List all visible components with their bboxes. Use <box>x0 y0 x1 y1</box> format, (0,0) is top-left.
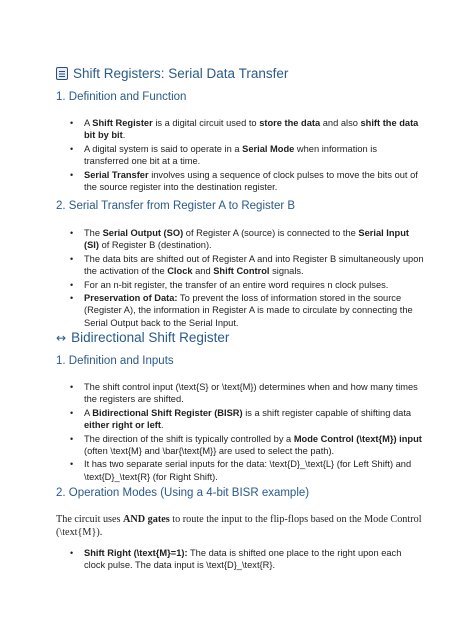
list-item <box>68 407 424 432</box>
text-run: The shift control input (\text{S} or \text{M}) determines when and how many times the registers are shifted. <box>84 382 418 405</box>
bullet-icon: • <box>70 143 74 154</box>
text-run: . <box>122 130 126 141</box>
text-run: to route the input to the flip-flops based on the Mode Control (\text{M}). <box>56 514 422 538</box>
text-run: signals. <box>269 266 304 277</box>
list-item <box>68 547 424 572</box>
section-heading-shift-registers <box>56 66 288 81</box>
bold-text: either right or left <box>84 420 161 431</box>
bullet-icon: • <box>70 118 74 128</box>
text-run: is a digital circuit used to <box>152 118 260 128</box>
bold-text: Shift Right (\text{M}=1): <box>84 548 188 558</box>
bold-text: store the data <box>259 118 321 128</box>
document-icon <box>56 67 68 80</box>
bullet-list <box>68 117 424 194</box>
text-run: The data bits are shifted out of Register A and into Register B simultaneously upon the activation of the <box>84 253 424 277</box>
text-run: The direction of the shift is typically controlled by a <box>84 433 294 444</box>
subsection-heading: 1. Definition and Inputs <box>56 355 174 367</box>
text-run: of Register B (destination). <box>98 240 212 251</box>
text-run: when information is transferred one bit at a time. <box>84 143 378 167</box>
text-run: The data is shifted one place to the right upon each clock pulse. The data input is \text{D}_\text{R}. <box>84 548 402 571</box>
body-paragraph <box>56 514 426 539</box>
list-item <box>68 381 424 406</box>
list-item <box>68 279 424 291</box>
text-run: A digital system is said to operate in a <box>84 143 243 154</box>
bullet-icon: • <box>70 228 74 238</box>
bold-text: Mode Control (\text{M}) input <box>293 433 422 444</box>
text-run: of Register A (source) is connected to the <box>183 228 359 238</box>
list-item <box>68 227 424 252</box>
bullet-icon: • <box>70 548 74 558</box>
left-right-arrow-icon: ↔ <box>56 330 67 345</box>
bold-text: shift the data bit by bit <box>84 118 419 141</box>
bullet-list <box>68 227 424 330</box>
bold-text: Serial Transfer <box>84 169 149 180</box>
subsection-heading: 2. Serial Transfer from Register A to Register B <box>56 200 296 212</box>
section-title: Shift Registers: Serial Data Transfer <box>73 66 289 81</box>
text-run: A <box>84 407 93 418</box>
text-run: and also <box>320 118 361 128</box>
bold-text: Bidirectional Shift Register (BISR) <box>92 407 243 418</box>
text-run: The <box>84 228 103 238</box>
bullet-icon: • <box>70 253 74 264</box>
bullet-list <box>68 547 424 573</box>
bullet-list <box>68 381 424 484</box>
bold-text: Shift Control <box>213 266 270 277</box>
subsection-heading: 1. Definition and Function <box>56 91 187 103</box>
text-run: It has two separate serial inputs for the data: \text{D}_\text{L} (for Left Shift) and \text{D}_\text{R} (for Right Shift). <box>84 459 412 482</box>
list-item <box>68 253 424 278</box>
bold-text: AND gates <box>123 514 170 525</box>
list-item <box>68 433 424 458</box>
bullet-icon: • <box>70 459 74 470</box>
text-run: and <box>192 266 214 277</box>
list-item <box>68 143 424 168</box>
bullet-icon: • <box>70 169 74 180</box>
bold-text: Serial Mode <box>242 143 295 154</box>
bullet-icon: • <box>70 382 74 392</box>
text-run: For an n-bit register, the transfer of an entire word requires n clock pulses. <box>84 279 389 290</box>
bullet-icon: • <box>70 407 74 418</box>
list-item <box>68 458 424 483</box>
text-run: A <box>84 118 93 128</box>
bold-text: Clock <box>167 266 193 277</box>
bullet-icon: • <box>70 279 74 290</box>
text-run: The circuit uses <box>56 514 124 525</box>
bold-text: Serial Output (SO) <box>102 228 184 238</box>
subsection-heading: 2. Operation Modes (Using a 4-bit BISR example) <box>56 487 310 499</box>
text-run: involves using a sequence of clock pulses to move the bits out of the source register into the destination register. <box>84 169 418 193</box>
text-run: . <box>160 420 164 431</box>
text-run: (often \text{M} and \bar{\text{M}} are used to select the path). <box>84 446 335 457</box>
bullet-icon: • <box>70 293 74 304</box>
list-item <box>68 117 424 142</box>
section-heading-bidirectional <box>56 330 229 345</box>
bold-text: Preservation of Data: <box>84 293 178 304</box>
bold-text: Serial Input (SI) <box>84 228 409 251</box>
list-item <box>68 169 424 194</box>
bullet-icon: • <box>70 433 74 444</box>
bold-text: Shift Register <box>92 118 153 128</box>
text-run: is a shift register capable of shifting data <box>242 407 412 418</box>
text-run: To prevent the loss of information stored in the source (Register A), the information in Register A is made to circulate by connecting the Serial Output back to the Serial Input. <box>84 293 413 328</box>
section-title: Bidirectional Shift Register <box>71 330 230 345</box>
list-item <box>68 292 424 329</box>
